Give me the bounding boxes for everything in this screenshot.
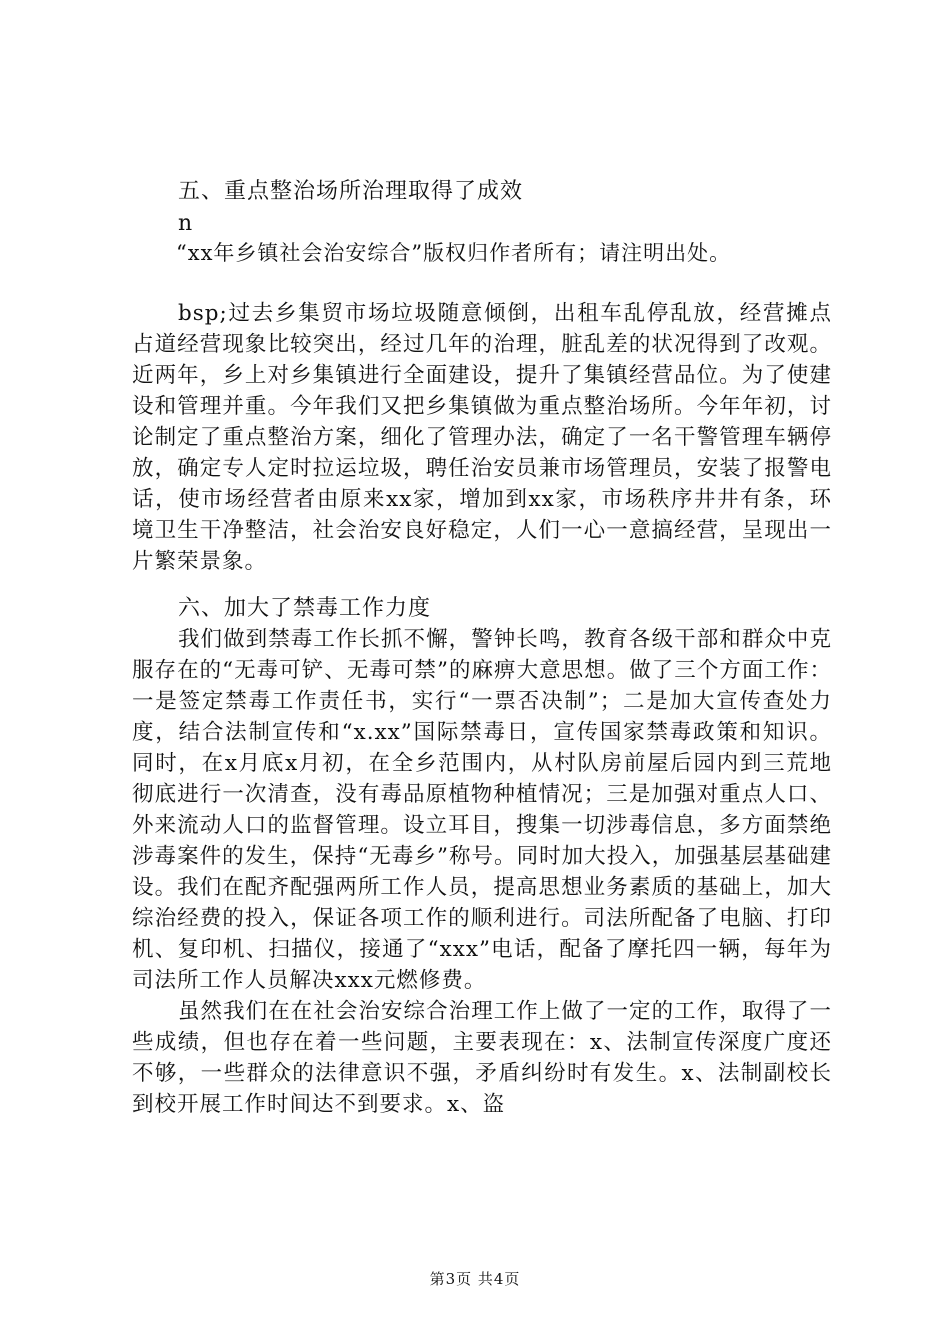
- text-fragment-n: n: [178, 211, 193, 236]
- body-text-section-5: [132, 298, 832, 577]
- paragraph-drug-control: 我们做到禁毒工作长抓不懈，警钟长鸣，教育各级干部和群众中克服存在的“无毒可铲、无毒可禁”的麻痹大意思想。做了三个方面工作：一是签定禁毒工作责任书，实行“一票否决制”；二是加大宣传查处力度，结合法制宣传和“x.xx”国际禁毒日，宣传国家禁毒政策和知识。同时，在x月底x月初，在全乡范围内，从村队房前屋后园内到三荒地彻底进行一次清查，没有毒品原植物种植情况；三是加强对重点人口、外来流动人口的监督管理。设立耳目，搜集一切涉毒信息，多方面禁绝涉毒案件的发生，保持“无毒乡”称号。同时加大投入，加强基层基础建设。我们在配齐配强两所工作人员，提高思想业务素质的基础上，加大综治经费的投入，保证各项工作的顺利进行。司法所配备了电脑、打印机、复印机、扫描仪，接通了“xxx”电话，配备了摩托四一辆，每年为司法所工作人员解决xxx元燃修费。: [132, 627, 832, 993]
- page-number-footer: 第3页 共4页: [429, 1270, 521, 1288]
- section-heading-6: 六、加大了禁毒工作力度: [178, 596, 432, 621]
- section-heading-5: 五、重点整治场所治理取得了成效: [178, 179, 524, 204]
- paragraph-market-rectification: bsp;过去乡集贸市场垃圾随意倾倒，出租车乱停乱放，经营摊点占道经营现象比较突出，经过几年的治理，脏乱差的状况得到了改观。近两年，乡上对乡集镇进行全面建设，提升了集镇经营品位。为了使建设和管理并重。今年我们又把乡集镇做为重点整治场所。今年年初，讨论制定了重点整治方案，细化了管理办法，确定了一名干警管理车辆停放，确定专人定时拉运垃圾，聘任治安员兼市场管理员，安装了报警电话，使市场经营者由原来xx家，增加到xx家，市场秩序井井有条，环境卫生干净整洁，社会治安良好稳定，人们一心一意搞经营，呈现出一片繁荣景象。: [132, 301, 832, 574]
- body-text-section-6: [132, 624, 832, 1120]
- paragraph-problems: 虽然我们在在社会治安综合治理工作上做了一定的工作，取得了一些成绩，但也存在着一些问题，主要表现在：x、法制宣传深度广度还不够，一些群众的法律意识不强，矛盾纠纷时有发生。x、法制副校长到校开展工作时间达不到要求。x、盗: [132, 999, 832, 1117]
- copyright-notice: “xx年乡镇社会治安综合”版权归作者所有；请注明出处。: [176, 241, 732, 265]
